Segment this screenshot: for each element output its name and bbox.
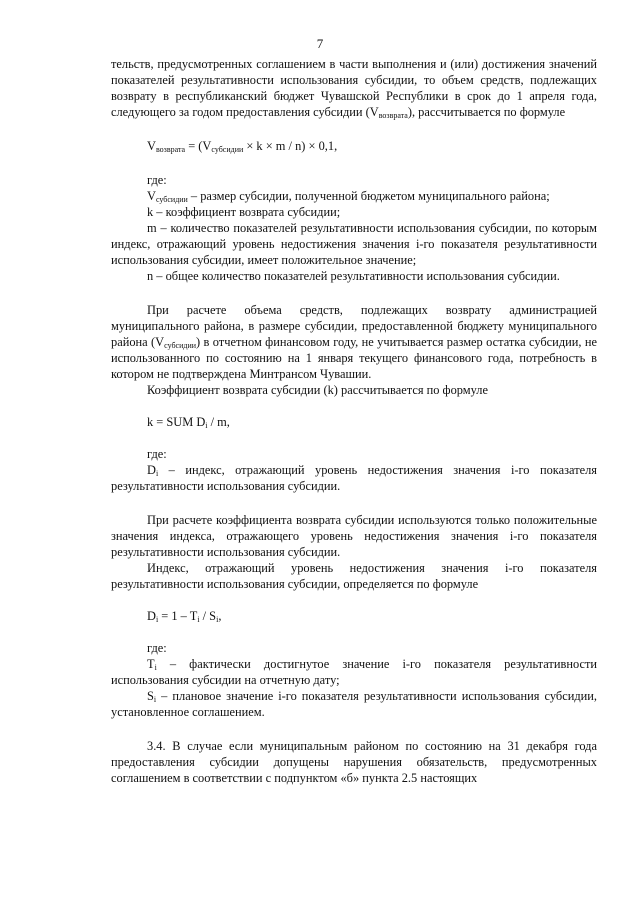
definition-v-subsidy: $V_{субсидии}$ – размер субсидии, полученной бюджетом муниципального района; — [147, 189, 550, 204]
formula-index: $D_i = 1 - T_i / S_i$, — [147, 609, 222, 624]
paragraph-continuation: тельств, предусмотренных соглашением в части выполнения и (или) достижения значений показателей результативности использования субсидии, то объем средств, подлежащих возврату в республиканский бюджет Чувашской Республики в срок до 1 апреля года, следующего за годом предоставления субсидии $(V_{возврата})$, рассчитывается по формуле — [111, 57, 597, 120]
paragraph-calculation-note: При расчете объема средств, подлежащих возврату администрацией муниципального района, в размере субсидии, предоставленной бюджету муниципального района $(V_{субсидии})$ в отчетном финансовом году, не учитывается размер остатка субсидии, не использованного по состоянию на 1 января текущего финансового года, потребность в котором не подтверждена Минтрансом Чувашии. — [111, 303, 598, 381]
paragraph-section-3-4: 3.4. В случае если муниципальным районом по состоянию на 31 декабря года предоставления субсидии допущены нарушения обязательств, предусмотренных соглашением в соответствии с подпунктом «б» пункта 2.5 настоящих — [111, 739, 597, 785]
paragraph-coefficient-intro: Коэффициент возврата субсидии (k) рассчитывается по формуле — [147, 383, 488, 397]
definition-s: $S_i$ – плановое значение i-го показателя результативности использования субсидии, установленное соглашением. — [111, 689, 597, 719]
formula-refund-volume: $V_{возврата} = (V_{субсидии} \times k \times m / n) \times 0,1$, — [147, 139, 338, 154]
formula-coefficient: k = SUM $D_i$ / m, — [147, 415, 230, 430]
definition-d: $D_i$ – индекс, отражающий уровень недостижения значения i-го показателя результативности использования субсидии. — [111, 463, 597, 493]
document-body — [111, 56, 597, 786]
paragraph-index-intro: Индекс, отражающий уровень недостижения значения i-го показателя результативности использования субсидии, определяется по формуле — [111, 561, 597, 591]
definition-m: m – количество показателей результативности использования субсидии, по которым индекс, отражающий уровень недостижения значения i-го показателя результативности использования субсидии, имеет положительное значение; — [111, 221, 597, 267]
definition-t: $T_i$ – фактически достигнутое значение i-го показателя результативности использования субсидии на отчетную дату; — [111, 657, 597, 687]
definition-k: k – коэффициент возврата субсидии; — [147, 205, 341, 219]
paragraph-positive-values: При расчете коэффициента возврата субсидии используются только положительные значения индекса, отражающего уровень недостижения значения i-го показателя результативности использования субсидии. — [111, 513, 597, 559]
where-label: где: — [147, 641, 167, 655]
page-number: 7 — [316, 36, 324, 51]
where-label: где: — [147, 173, 167, 187]
where-label: где: — [147, 447, 167, 461]
definition-n: n – общее количество показателей результативности использования субсидии. — [147, 269, 560, 283]
